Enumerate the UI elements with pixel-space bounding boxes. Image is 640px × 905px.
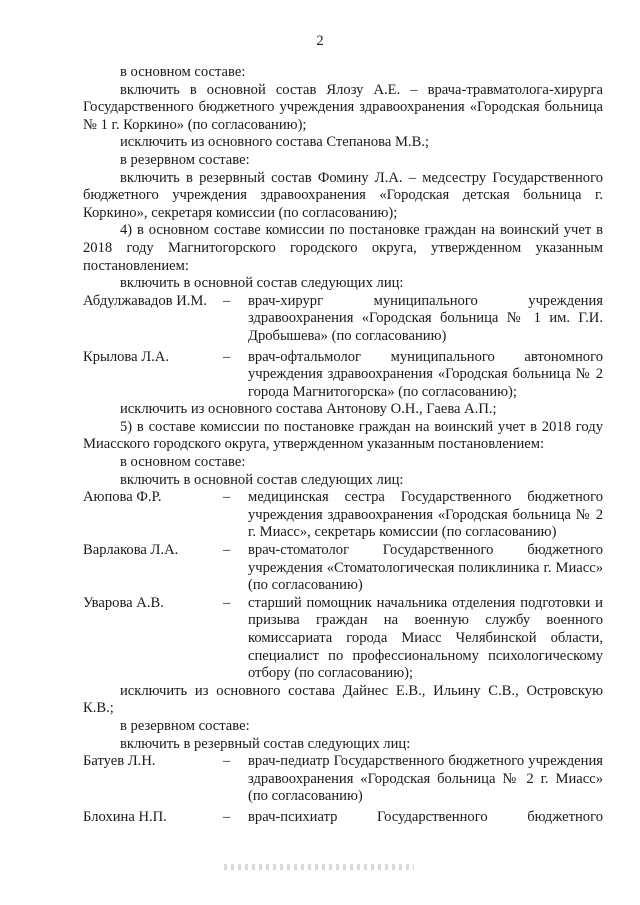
document-body (83, 64, 603, 827)
paragraph: исключить из основного состава Дайнес Е.В., Ильину С.В., Островскую К.В.; (83, 682, 603, 717)
person-position: врач-стоматолог Государственного бюджетного учреждения «Стоматологическая поликлиника г. Миасс» (по согласованию) (248, 542, 603, 594)
person-name: Аюпова Ф.Р. (83, 489, 162, 506)
person-position: старший помощник начальника отделения подготовки и призыва граждан на военную службу военного комиссариата города Миасс Челябинской области, специалист по профессиональному психологическому отбору (по согласованию); (248, 594, 603, 682)
person-name: Абдулжавадов И.М. (83, 292, 208, 309)
paragraph: исключить из основного состава Антонову О.Н., Гаева А.П.; (120, 401, 497, 418)
person-entry (83, 809, 603, 827)
paragraph: в основном составе: (120, 454, 246, 471)
person-entry (83, 349, 603, 402)
paragraph: в резервном составе: (120, 151, 250, 168)
paragraph: включить в основной состав следующих лиц: (120, 275, 404, 292)
person-name: Крылова Л.А. (83, 348, 169, 365)
person-name: Блохина Н.П. (83, 808, 167, 825)
person-name: Уварова А.В. (83, 594, 164, 611)
dash: – (223, 808, 231, 825)
paragraph: 5) в составе комиссии по постановке граждан на воинский учет в 2018 году Миасского городского округа, утвержденном указанным постановлением: (83, 418, 603, 453)
person-entry (83, 753, 603, 806)
dash: – (223, 489, 231, 506)
person-position: врач-педиатр Государственного бюджетного учреждения здравоохранения «Городская больница № 2 г. Миасс» (по согласованию) (248, 753, 603, 805)
paragraph: 4) в основном составе комиссии по постановке граждан на воинский учет в 2018 году Магнитогорского городского округа, утвержденном указанным постановлением: (83, 222, 603, 274)
person-position: врач-психиатр Государственного бюджетного (248, 808, 603, 825)
dash: – (223, 594, 231, 611)
dash: – (223, 292, 231, 309)
paragraph: включить в основной состав Ялозу А.Е. – врача-травматолога-хирурга Государственного бюджетного учреждения здравоохранения «Городская больница № 1 г. Коркино» (по согласованию); (83, 81, 603, 133)
dash: – (223, 348, 231, 365)
paragraph: в резервном составе: (120, 717, 250, 734)
paragraph: включить в резервный состав следующих лиц: (120, 735, 411, 752)
paragraph: исключить из основного состава Степанова М.В.; (120, 134, 430, 151)
person-position: врач-офтальмолог муниципального автономного учреждения здравоохранения «Городская больница № 2 города Магнитогорска» (по согласованию); (248, 348, 603, 400)
page-number: 2 (316, 33, 324, 49)
person-entry (83, 293, 603, 346)
person-entry (83, 542, 603, 595)
paragraph: включить в резервный состав Фомину Л.А. – медсестру Государственного бюджетного учреждения здравоохранения «Городская детская больница г. Коркино», секретаря комиссии (по согласованию); (83, 169, 603, 221)
person-name: Батуев Л.Н. (83, 753, 156, 770)
paragraph: в основном составе: (120, 64, 246, 80)
dash: – (223, 753, 231, 770)
paragraph: включить в основной состав следующих лиц: (120, 471, 404, 488)
scan-artifact (224, 864, 414, 870)
person-entry (83, 489, 603, 542)
person-name: Варлакова Л.А. (83, 542, 179, 559)
person-position: врач-хирург муниципального учреждения здравоохранения «Городская больница № 1 им. Г.И. Дробышева» (по согласованию) (248, 292, 603, 344)
person-position: медицинская сестра Государственного бюджетного учреждения здравоохранения «Городская больница № 2 г. Миасс», секретарь комиссии (по согласованию) (248, 489, 603, 541)
dash: – (223, 542, 231, 559)
person-entry (83, 595, 603, 683)
